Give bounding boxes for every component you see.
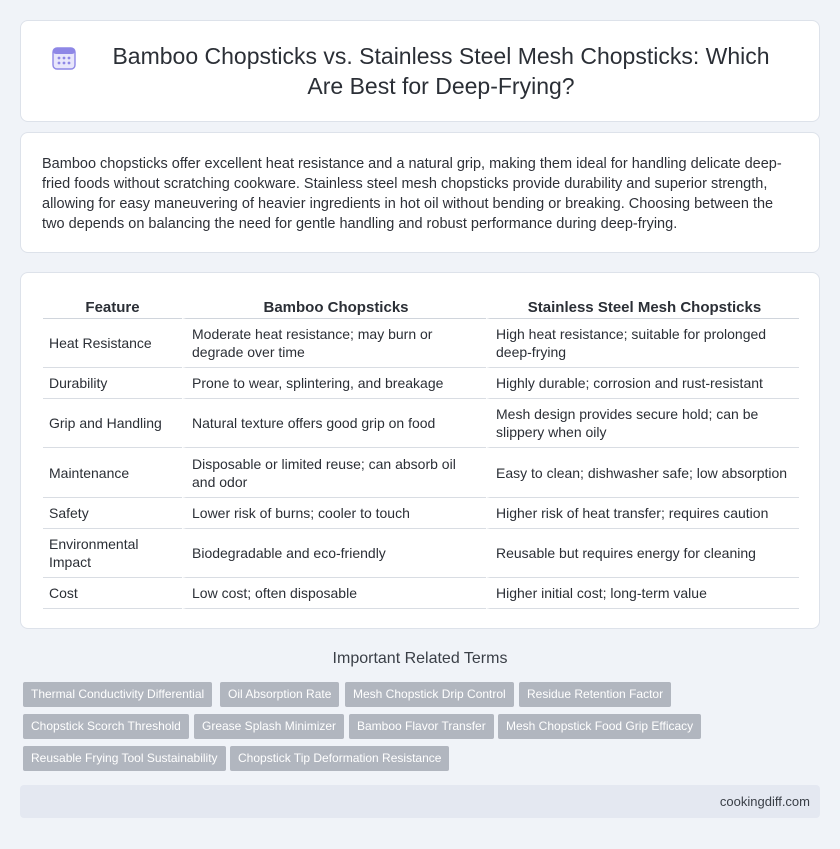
bamboo-cell: Prone to wear, splintering, and breakage [182, 368, 486, 399]
page-title: Bamboo Chopsticks vs. Stainless Steel Mesh Chopsticks: Which Are Best for Deep-Frying? [112, 43, 770, 99]
steel-cell: Higher risk of heat transfer; requires caution [486, 498, 799, 529]
bamboo-cell: Moderate heat resistance; may burn or degrade over time [182, 319, 486, 368]
header-bamboo: Bamboo Chopsticks [182, 295, 486, 319]
related-term-tag[interactable]: Thermal Conductivity Differential [23, 682, 212, 707]
footer [20, 785, 820, 818]
related-term-tag[interactable]: Residue Retention Factor [519, 682, 671, 707]
related-term-tag[interactable]: Chopstick Tip Deformation Resistance [230, 746, 449, 771]
related-term-tag[interactable]: Chopstick Scorch Threshold [23, 714, 189, 739]
related-term-tag[interactable]: Mesh Chopstick Food Grip Efficacy [498, 714, 701, 739]
title-card [20, 20, 820, 122]
feature-cell: Heat Resistance [43, 319, 182, 368]
comparison-card [20, 272, 820, 629]
steel-cell: Mesh design provides secure hold; can be slippery when oily [486, 399, 799, 448]
table-row [43, 578, 799, 609]
table-header-row [43, 295, 799, 319]
feature-cell: Environmental Impact [43, 529, 182, 578]
header-feature: Feature [43, 295, 182, 319]
bamboo-cell: Biodegradable and eco-friendly [182, 529, 486, 578]
related-term-tag[interactable]: Bamboo Flavor Transfer [349, 714, 494, 739]
footer-site-link[interactable]: cookingdiff.com [719, 794, 810, 809]
table-row [43, 319, 799, 368]
steel-cell: Easy to clean; dishwasher safe; low absorption [486, 448, 799, 498]
feature-cell: Maintenance [43, 448, 182, 498]
calendar-icon [51, 45, 77, 71]
steel-cell: Reusable but requires energy for cleaning [486, 529, 799, 578]
table-row [43, 368, 799, 399]
steel-cell: Higher initial cost; long-term value [486, 578, 799, 609]
table-row [43, 448, 799, 498]
steel-cell: High heat resistance; suitable for prolonged deep-frying [486, 319, 799, 368]
related-term-tag[interactable]: Mesh Chopstick Drip Control [345, 682, 514, 707]
bamboo-cell: Disposable or limited reuse; can absorb oil and odor [182, 448, 486, 498]
related-term-tag[interactable]: Reusable Frying Tool Sustainability [23, 746, 226, 771]
feature-cell: Safety [43, 498, 182, 529]
intro-card [20, 132, 820, 253]
feature-cell: Durability [43, 368, 182, 399]
comparison-table [43, 295, 799, 609]
feature-cell: Cost [43, 578, 182, 609]
intro-text: Bamboo chopsticks offer excellent heat resistance and a natural grip, making them ideal for handling delicate deep-fried foods without scratching cookware. Stainless steel mesh chopsticks provide durability and superior strength, allowing for easy maneuvering of heavier ingredients in hot oil without bending or breaking. Choosing between the two depends on balancing the need for gentle handling and robust performance during deep-frying. [42, 156, 782, 232]
header-steel: Stainless Steel Mesh Chopsticks [486, 295, 799, 319]
related-terms-title: Important Related Terms [332, 650, 508, 667]
steel-cell: Highly durable; corrosion and rust-resistant [486, 368, 799, 399]
bamboo-cell: Low cost; often disposable [182, 578, 486, 609]
related-term-tag[interactable]: Oil Absorption Rate [220, 682, 339, 707]
feature-cell: Grip and Handling [43, 399, 182, 448]
table-row [43, 529, 799, 578]
related-term-tag[interactable]: Grease Splash Minimizer [194, 714, 344, 739]
table-row [43, 399, 799, 448]
bamboo-cell: Lower risk of burns; cooler to touch [182, 498, 486, 529]
table-row [43, 498, 799, 529]
bamboo-cell: Natural texture offers good grip on food [182, 399, 486, 448]
